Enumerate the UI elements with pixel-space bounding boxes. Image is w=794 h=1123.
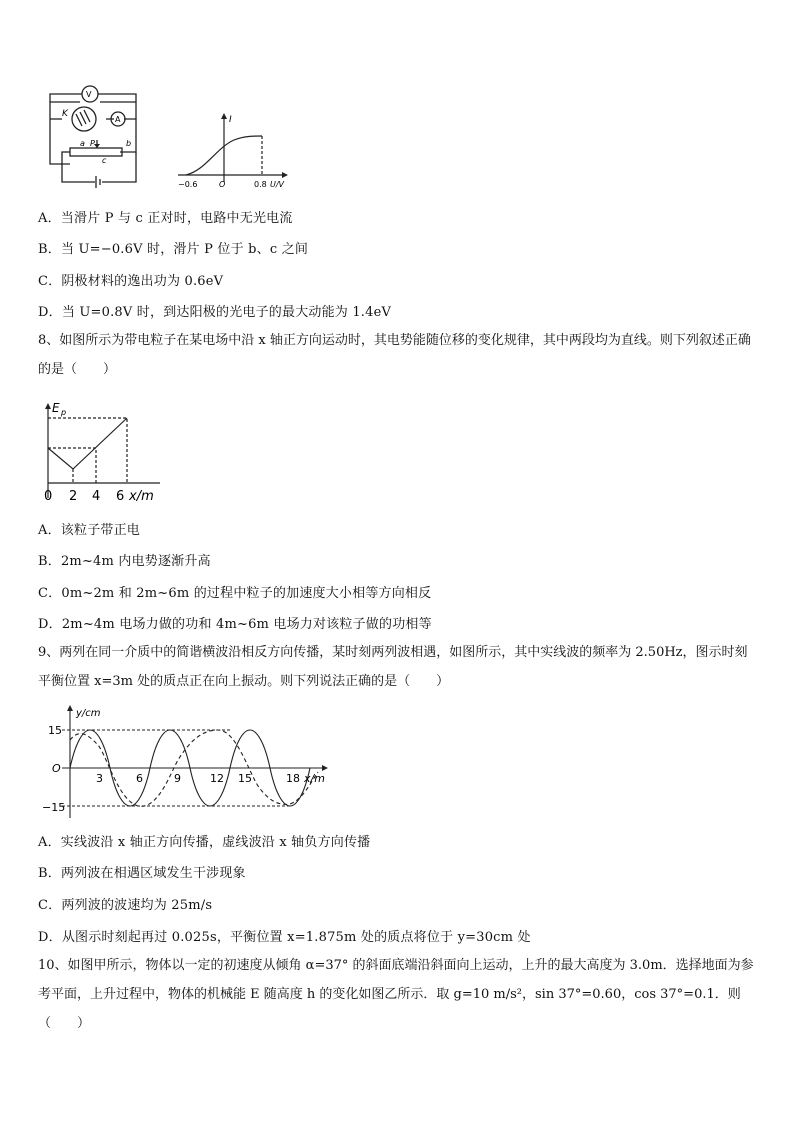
q7-option-d: D．当 U=0.8V 时，到达阳极的光电子的最大动能为 1.4eV (38, 305, 392, 320)
q8-option-b: B．2m~4m 内电势逐渐升高 (38, 554, 211, 569)
tick-4: 4 (92, 489, 101, 504)
x-tick-12: 12 (210, 772, 224, 785)
wave-graph (40, 700, 340, 820)
ep-axis-subscript: p (61, 408, 67, 417)
tick-0: 0 (44, 489, 53, 504)
q9-option-a: A．实线波沿 x 轴正方向传播，虚线波沿 x 轴负方向传播 (38, 835, 371, 850)
voltmeter-label: V (86, 90, 92, 99)
q8-stem: 8、如图所示为带电粒子在某电场中沿 x 轴正方向运动时，其电势能随位移的变化规律，其中两段均为直线。则下列叙述正确的是（ ） (38, 333, 751, 377)
origin-label: O (219, 180, 226, 189)
y-axis-label: y/cm (76, 708, 101, 719)
origin-label: O (52, 762, 61, 775)
tick-neg: −0.6 (178, 180, 198, 189)
tick-2: 2 (69, 489, 78, 504)
u-axis-label: U/V (270, 180, 285, 189)
slider-p-label: P (90, 139, 95, 148)
point-b-label: b (126, 139, 132, 148)
x-tick-18: 18 (286, 772, 300, 785)
q9-stem: 9、两列在同一介质中的简谐横波沿相反方向传播，某时刻两列波相遇，如图所示，其中实线波的频率为 2.50Hz，图示时刻平衡位置 x=3m 处的质点正在向上振动。则下列说法正确的是（ ） (38, 645, 748, 689)
x-tick-9: 9 (174, 772, 181, 785)
x-tick-15: 15 (238, 772, 252, 785)
tick-pos: 0.8 (254, 180, 267, 189)
point-a-label: a (80, 139, 85, 148)
q7-option-b: B．当 U=−0.6V 时，滑片 P 位于 b、c 之间 (38, 242, 309, 257)
x-axis-label: x/m (304, 772, 325, 785)
q10-stem: 10、如图甲所示，物体以一定的初速度从倾角 α=37° 的斜面底端沿斜面向上运动，上升的最大高度为 3.0m．选择地面为参考平面，上升过程中，物体的机械能 E 随高度 h 的变化如图乙所示．取 g=10 m/s²，sin 37°=0.60，cos 37°=0.1．则（ ） (38, 958, 754, 1031)
ammeter-label: A (115, 115, 121, 124)
cathode-label: K (62, 109, 68, 119)
x-axis-label: x/m (129, 489, 154, 504)
q8-option-a: A．该粒子带正电 (38, 523, 140, 538)
q9-option-b: B．两列波在相遇区域发生干涉现象 (38, 866, 246, 881)
q9-option-c: C．两列波的波速均为 25m/s (38, 898, 213, 913)
q8-option-d: D．2m~4m 电场力做的功和 4m~6m 电场力对该粒子做的功相等 (38, 617, 432, 632)
q9-option-d: D．从图示时刻起再过 0.025s，平衡位置 x=1.875m 处的质点将位于 y=30cm 处 (38, 930, 531, 945)
x-tick-3: 3 (96, 772, 103, 785)
q7-option-c: C．阴极材料的逸出功为 0.6eV (38, 274, 224, 289)
y-tick-top: 15 (48, 724, 62, 737)
q8-option-c: C．0m~2m 和 2m~6m 的过程中粒子的加速度大小相等方向相反 (38, 586, 432, 601)
i-u-graph (176, 110, 296, 190)
y-tick-bottom: −15 (42, 801, 66, 814)
tick-6: 6 (116, 489, 125, 504)
ep-axis-label: E (52, 401, 60, 415)
point-c-label: c (102, 156, 107, 165)
q7-option-a: A．当滑片 P 与 c 正对时，电路中无光电流 (38, 211, 293, 226)
x-tick-6: 6 (136, 772, 143, 785)
potential-energy-graph (40, 396, 170, 508)
circuit-diagram (40, 84, 150, 190)
i-axis-label: I (229, 115, 232, 125)
